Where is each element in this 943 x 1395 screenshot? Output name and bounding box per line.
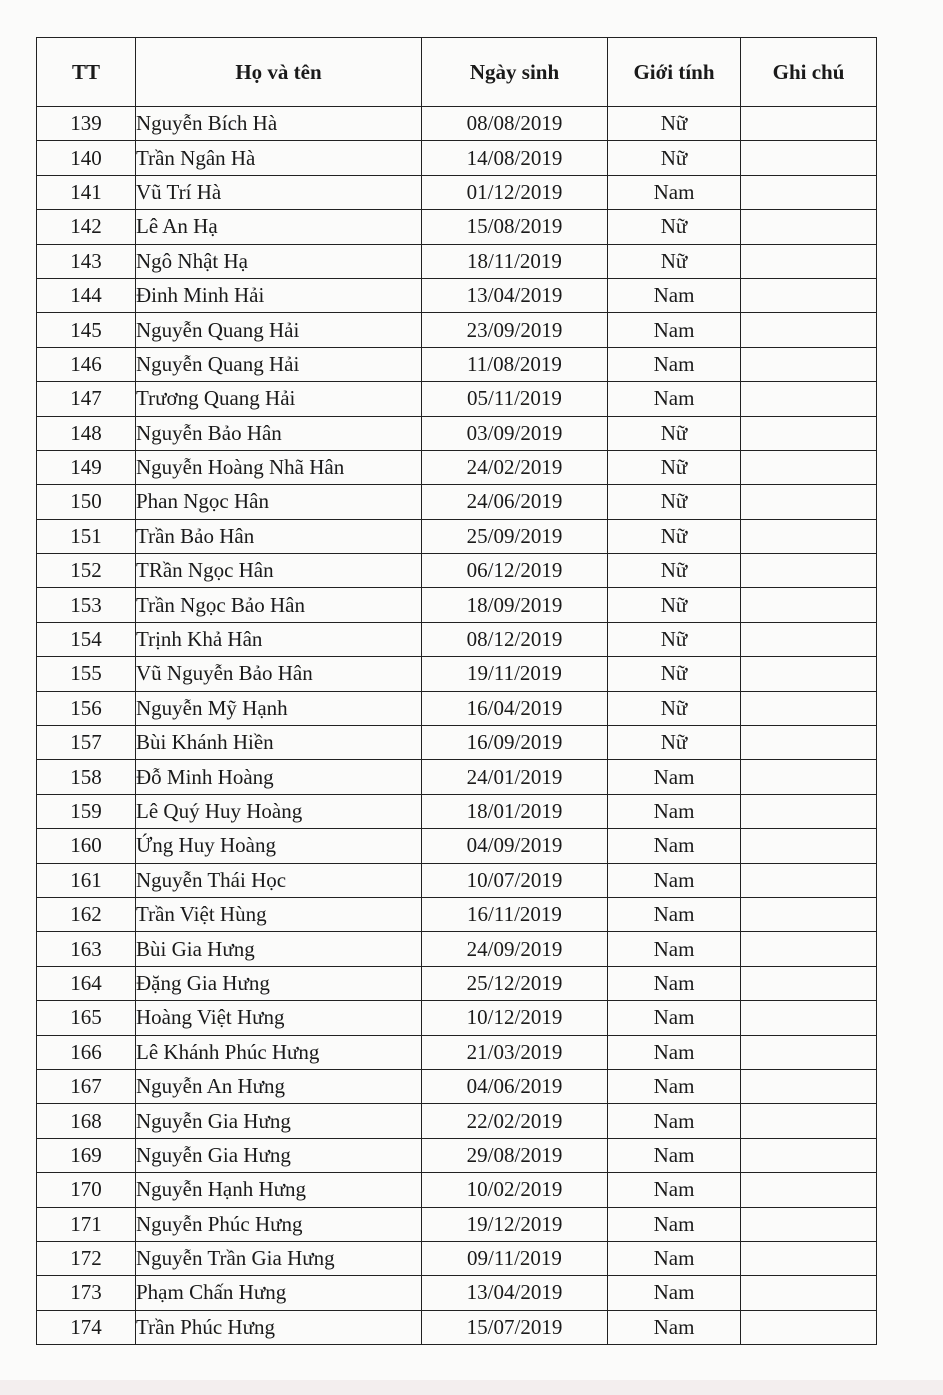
cell-gender: Nam xyxy=(608,1138,741,1172)
table-row xyxy=(37,278,877,312)
cell-dob: 18/01/2019 xyxy=(422,794,608,828)
cell-name: Trần Phúc Hưng xyxy=(136,1310,422,1344)
table-header xyxy=(37,38,877,107)
cell-note xyxy=(741,726,877,760)
cell-tt: 157 xyxy=(37,726,136,760)
cell-note xyxy=(741,1001,877,1035)
cell-note xyxy=(741,588,877,622)
cell-gender: Nam xyxy=(608,1241,741,1275)
cell-dob: 10/07/2019 xyxy=(422,863,608,897)
cell-tt: 149 xyxy=(37,450,136,484)
cell-name: Trần Ngọc Bảo Hân xyxy=(136,588,422,622)
cell-dob: 22/02/2019 xyxy=(422,1104,608,1138)
cell-tt: 142 xyxy=(37,210,136,244)
cell-tt: 152 xyxy=(37,554,136,588)
cell-dob: 25/09/2019 xyxy=(422,519,608,553)
cell-tt: 165 xyxy=(37,1001,136,1035)
header-name: Họ và tên xyxy=(136,38,422,107)
cell-tt: 171 xyxy=(37,1207,136,1241)
table-row xyxy=(37,141,877,175)
table-row xyxy=(37,519,877,553)
cell-gender: Nam xyxy=(608,1069,741,1103)
cell-name: Nguyễn Gia Hưng xyxy=(136,1104,422,1138)
table-row xyxy=(37,1310,877,1344)
cell-dob: 03/09/2019 xyxy=(422,416,608,450)
cell-tt: 159 xyxy=(37,794,136,828)
cell-gender: Nam xyxy=(608,1276,741,1310)
cell-tt: 156 xyxy=(37,691,136,725)
cell-note xyxy=(741,382,877,416)
cell-name: TRần Ngọc Hân xyxy=(136,554,422,588)
cell-gender: Nam xyxy=(608,897,741,931)
table-body xyxy=(37,107,877,1345)
cell-gender: Nam xyxy=(608,794,741,828)
cell-note xyxy=(741,278,877,312)
cell-name: Lê Khánh Phúc Hưng xyxy=(136,1035,422,1069)
cell-gender: Nữ xyxy=(608,141,741,175)
cell-name: Nguyễn Hoàng Nhã Hân xyxy=(136,450,422,484)
cell-gender: Nam xyxy=(608,1104,741,1138)
cell-gender: Nam xyxy=(608,1310,741,1344)
cell-name: Đặng Gia Hưng xyxy=(136,966,422,1000)
table-row xyxy=(37,450,877,484)
table-row xyxy=(37,210,877,244)
table-row xyxy=(37,932,877,966)
cell-gender: Nam xyxy=(608,760,741,794)
cell-note xyxy=(741,519,877,553)
table-row xyxy=(37,244,877,278)
cell-dob: 15/07/2019 xyxy=(422,1310,608,1344)
cell-note xyxy=(741,1035,877,1069)
table-row xyxy=(37,726,877,760)
table-row xyxy=(37,1035,877,1069)
header-row xyxy=(37,38,877,107)
header-gender: Giới tính xyxy=(608,38,741,107)
cell-note xyxy=(741,794,877,828)
table-row xyxy=(37,829,877,863)
table-row xyxy=(37,1104,877,1138)
cell-gender: Nam xyxy=(608,1173,741,1207)
header-tt: TT xyxy=(37,38,136,107)
cell-tt: 169 xyxy=(37,1138,136,1172)
cell-dob: 24/02/2019 xyxy=(422,450,608,484)
cell-gender: Nữ xyxy=(608,210,741,244)
cell-tt: 147 xyxy=(37,382,136,416)
table-row xyxy=(37,966,877,1000)
cell-note xyxy=(741,141,877,175)
cell-dob: 04/09/2019 xyxy=(422,829,608,863)
cell-note xyxy=(741,1241,877,1275)
table-row xyxy=(37,1276,877,1310)
table-row xyxy=(37,1173,877,1207)
cell-gender: Nam xyxy=(608,313,741,347)
cell-tt: 160 xyxy=(37,829,136,863)
cell-gender: Nữ xyxy=(608,450,741,484)
cell-dob: 13/04/2019 xyxy=(422,1276,608,1310)
cell-name: Nguyễn Bảo Hân xyxy=(136,416,422,450)
table-row xyxy=(37,175,877,209)
cell-name: Nguyễn Bích Hà xyxy=(136,107,422,141)
cell-note xyxy=(741,1104,877,1138)
table-row xyxy=(37,1001,877,1035)
cell-name: Trần Ngân Hà xyxy=(136,141,422,175)
cell-dob: 04/06/2019 xyxy=(422,1069,608,1103)
cell-tt: 163 xyxy=(37,932,136,966)
cell-note xyxy=(741,175,877,209)
cell-dob: 16/11/2019 xyxy=(422,897,608,931)
cell-dob: 06/12/2019 xyxy=(422,554,608,588)
cell-note xyxy=(741,244,877,278)
cell-dob: 14/08/2019 xyxy=(422,141,608,175)
cell-gender: Nữ xyxy=(608,554,741,588)
cell-tt: 140 xyxy=(37,141,136,175)
cell-gender: Nữ xyxy=(608,519,741,553)
cell-name: Lê Quý Huy Hoàng xyxy=(136,794,422,828)
cell-note xyxy=(741,416,877,450)
table-row xyxy=(37,794,877,828)
cell-note xyxy=(741,107,877,141)
table-row xyxy=(37,897,877,931)
cell-dob: 24/06/2019 xyxy=(422,485,608,519)
cell-tt: 139 xyxy=(37,107,136,141)
cell-dob: 08/12/2019 xyxy=(422,622,608,656)
cell-note xyxy=(741,1310,877,1344)
cell-dob: 25/12/2019 xyxy=(422,966,608,1000)
cell-name: Phạm Chấn Hưng xyxy=(136,1276,422,1310)
cell-gender: Nữ xyxy=(608,107,741,141)
cell-tt: 148 xyxy=(37,416,136,450)
cell-gender: Nữ xyxy=(608,691,741,725)
cell-gender: Nữ xyxy=(608,485,741,519)
cell-dob: 13/04/2019 xyxy=(422,278,608,312)
table-row xyxy=(37,1207,877,1241)
cell-name: Nguyễn Thái Học xyxy=(136,863,422,897)
cell-name: Trần Việt Hùng xyxy=(136,897,422,931)
cell-gender: Nữ xyxy=(608,588,741,622)
cell-dob: 29/08/2019 xyxy=(422,1138,608,1172)
cell-dob: 21/03/2019 xyxy=(422,1035,608,1069)
cell-gender: Nam xyxy=(608,966,741,1000)
cell-note xyxy=(741,897,877,931)
cell-dob: 05/11/2019 xyxy=(422,382,608,416)
cell-note xyxy=(741,760,877,794)
cell-gender: Nam xyxy=(608,829,741,863)
cell-name: Nguyễn Quang Hải xyxy=(136,313,422,347)
cell-note xyxy=(741,966,877,1000)
cell-tt: 170 xyxy=(37,1173,136,1207)
cell-name: Trịnh Khả Hân xyxy=(136,622,422,656)
cell-dob: 10/02/2019 xyxy=(422,1173,608,1207)
cell-note xyxy=(741,622,877,656)
cell-dob: 24/01/2019 xyxy=(422,760,608,794)
cell-gender: Nam xyxy=(608,1001,741,1035)
cell-tt: 168 xyxy=(37,1104,136,1138)
table-row xyxy=(37,760,877,794)
cell-dob: 18/11/2019 xyxy=(422,244,608,278)
cell-tt: 172 xyxy=(37,1241,136,1275)
cell-tt: 141 xyxy=(37,175,136,209)
cell-note xyxy=(741,554,877,588)
cell-name: Ứng Huy Hoàng xyxy=(136,829,422,863)
cell-name: Đinh Minh Hải xyxy=(136,278,422,312)
cell-dob: 19/11/2019 xyxy=(422,657,608,691)
cell-name: Vũ Trí Hà xyxy=(136,175,422,209)
cell-note xyxy=(741,863,877,897)
cell-gender: Nam xyxy=(608,278,741,312)
cell-name: Bùi Gia Hưng xyxy=(136,932,422,966)
page-edge xyxy=(0,1380,943,1395)
table-row xyxy=(37,554,877,588)
cell-dob: 16/04/2019 xyxy=(422,691,608,725)
cell-tt: 161 xyxy=(37,863,136,897)
cell-gender: Nữ xyxy=(608,244,741,278)
cell-name: Nguyễn Phúc Hưng xyxy=(136,1207,422,1241)
cell-tt: 143 xyxy=(37,244,136,278)
cell-name: Nguyễn Trần Gia Hưng xyxy=(136,1241,422,1275)
cell-tt: 166 xyxy=(37,1035,136,1069)
table-row xyxy=(37,382,877,416)
cell-name: Phan Ngọc Hân xyxy=(136,485,422,519)
cell-tt: 162 xyxy=(37,897,136,931)
cell-tt: 158 xyxy=(37,760,136,794)
table-row xyxy=(37,416,877,450)
cell-tt: 146 xyxy=(37,347,136,381)
cell-dob: 01/12/2019 xyxy=(422,175,608,209)
cell-dob: 23/09/2019 xyxy=(422,313,608,347)
header-dob: Ngày sinh xyxy=(422,38,608,107)
cell-dob: 09/11/2019 xyxy=(422,1241,608,1275)
cell-dob: 15/08/2019 xyxy=(422,210,608,244)
cell-name: Nguyễn Hạnh Hưng xyxy=(136,1173,422,1207)
table-row xyxy=(37,107,877,141)
cell-name: Hoàng Việt Hưng xyxy=(136,1001,422,1035)
cell-note xyxy=(741,313,877,347)
cell-note xyxy=(741,450,877,484)
cell-tt: 154 xyxy=(37,622,136,656)
cell-gender: Nam xyxy=(608,175,741,209)
cell-note xyxy=(741,1069,877,1103)
cell-name: Bùi Khánh Hiền xyxy=(136,726,422,760)
cell-dob: 11/08/2019 xyxy=(422,347,608,381)
cell-tt: 167 xyxy=(37,1069,136,1103)
cell-gender: Nữ xyxy=(608,657,741,691)
cell-note xyxy=(741,829,877,863)
cell-gender: Nam xyxy=(608,1207,741,1241)
cell-tt: 174 xyxy=(37,1310,136,1344)
table-row xyxy=(37,485,877,519)
cell-tt: 155 xyxy=(37,657,136,691)
table-row xyxy=(37,347,877,381)
cell-note xyxy=(741,1173,877,1207)
cell-dob: 16/09/2019 xyxy=(422,726,608,760)
cell-name: Nguyễn Quang Hải xyxy=(136,347,422,381)
cell-gender: Nam xyxy=(608,1035,741,1069)
table-row xyxy=(37,622,877,656)
cell-name: Đỗ Minh Hoàng xyxy=(136,760,422,794)
cell-gender: Nam xyxy=(608,347,741,381)
cell-note xyxy=(741,1138,877,1172)
table-row xyxy=(37,657,877,691)
cell-dob: 10/12/2019 xyxy=(422,1001,608,1035)
cell-gender: Nữ xyxy=(608,726,741,760)
cell-dob: 24/09/2019 xyxy=(422,932,608,966)
cell-gender: Nữ xyxy=(608,622,741,656)
table-row xyxy=(37,691,877,725)
table-row xyxy=(37,313,877,347)
cell-note xyxy=(741,932,877,966)
cell-tt: 173 xyxy=(37,1276,136,1310)
cell-gender: Nam xyxy=(608,863,741,897)
table-row xyxy=(37,588,877,622)
cell-name: Ngô Nhật Hạ xyxy=(136,244,422,278)
cell-note xyxy=(741,1207,877,1241)
cell-gender: Nữ xyxy=(608,416,741,450)
header-note: Ghi chú xyxy=(741,38,877,107)
cell-tt: 151 xyxy=(37,519,136,553)
table-row xyxy=(37,1241,877,1275)
cell-name: Nguyễn Gia Hưng xyxy=(136,1138,422,1172)
cell-name: Nguyễn Mỹ Hạnh xyxy=(136,691,422,725)
cell-tt: 153 xyxy=(37,588,136,622)
cell-tt: 150 xyxy=(37,485,136,519)
cell-dob: 18/09/2019 xyxy=(422,588,608,622)
cell-gender: Nam xyxy=(608,932,741,966)
cell-note xyxy=(741,657,877,691)
cell-dob: 19/12/2019 xyxy=(422,1207,608,1241)
cell-tt: 164 xyxy=(37,966,136,1000)
cell-tt: 144 xyxy=(37,278,136,312)
student-roster-table xyxy=(36,37,877,1345)
cell-note xyxy=(741,1276,877,1310)
cell-name: Vũ Nguyễn Bảo Hân xyxy=(136,657,422,691)
table-row xyxy=(37,1138,877,1172)
cell-gender: Nam xyxy=(608,382,741,416)
cell-note xyxy=(741,347,877,381)
cell-note xyxy=(741,691,877,725)
cell-note xyxy=(741,210,877,244)
cell-name: Nguyễn An Hưng xyxy=(136,1069,422,1103)
cell-note xyxy=(741,485,877,519)
table-row xyxy=(37,863,877,897)
cell-name: Trần Bảo Hân xyxy=(136,519,422,553)
cell-tt: 145 xyxy=(37,313,136,347)
table-row xyxy=(37,1069,877,1103)
cell-dob: 08/08/2019 xyxy=(422,107,608,141)
cell-name: Lê An Hạ xyxy=(136,210,422,244)
cell-name: Trương Quang Hải xyxy=(136,382,422,416)
